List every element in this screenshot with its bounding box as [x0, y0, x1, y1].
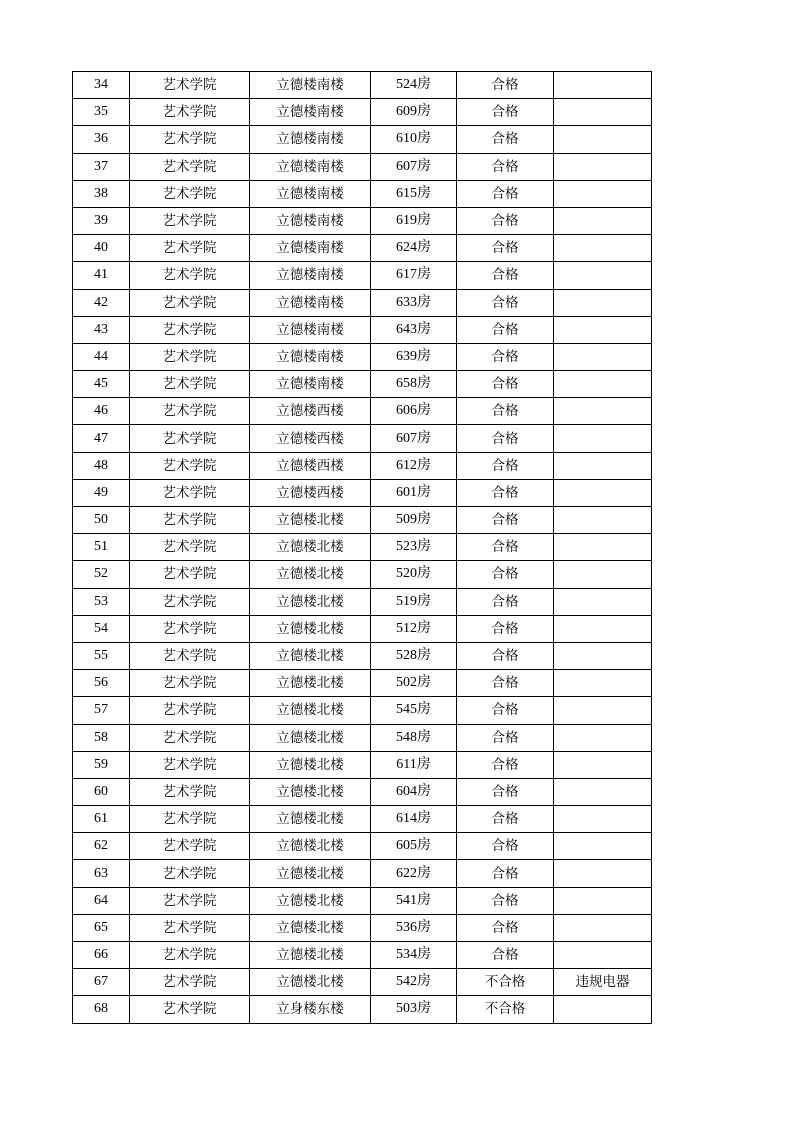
building-cell: 立德楼南楼	[250, 207, 371, 234]
table-row	[73, 670, 652, 697]
table-row	[73, 697, 652, 724]
result-cell: 合格	[457, 833, 554, 860]
result-cell: 合格	[457, 642, 554, 669]
college-cell: 艺术学院	[130, 126, 250, 153]
room-cell: 520房	[371, 561, 457, 588]
note-cell	[554, 371, 652, 398]
row-number-cell: 39	[73, 207, 130, 234]
row-number-cell: 50	[73, 507, 130, 534]
room-cell: 610房	[371, 126, 457, 153]
room-cell: 536房	[371, 914, 457, 941]
college-cell: 艺术学院	[130, 615, 250, 642]
table-row	[73, 806, 652, 833]
note-cell	[554, 289, 652, 316]
college-cell: 艺术学院	[130, 588, 250, 615]
room-cell: 606房	[371, 398, 457, 425]
row-number-cell: 34	[73, 72, 130, 99]
row-number-cell: 53	[73, 588, 130, 615]
row-number-cell: 64	[73, 887, 130, 914]
building-cell: 立德楼北楼	[250, 914, 371, 941]
table-row	[73, 262, 652, 289]
college-cell: 艺术学院	[130, 72, 250, 99]
table-row	[73, 724, 652, 751]
college-cell: 艺术学院	[130, 262, 250, 289]
building-cell: 立德楼西楼	[250, 398, 371, 425]
building-cell: 立德楼南楼	[250, 343, 371, 370]
row-number-cell: 51	[73, 534, 130, 561]
inspection-table	[72, 71, 652, 1024]
table-row	[73, 588, 652, 615]
room-cell: 612房	[371, 452, 457, 479]
row-number-cell: 57	[73, 697, 130, 724]
room-cell: 523房	[371, 534, 457, 561]
building-cell: 立德楼北楼	[250, 887, 371, 914]
table-row	[73, 751, 652, 778]
room-cell: 617房	[371, 262, 457, 289]
room-cell: 534房	[371, 942, 457, 969]
building-cell: 立德楼南楼	[250, 180, 371, 207]
note-cell	[554, 343, 652, 370]
room-cell: 633房	[371, 289, 457, 316]
building-cell: 立德楼北楼	[250, 969, 371, 996]
note-cell	[554, 642, 652, 669]
building-cell: 立德楼西楼	[250, 425, 371, 452]
note-cell	[554, 452, 652, 479]
result-cell: 合格	[457, 778, 554, 805]
row-number-cell: 45	[73, 371, 130, 398]
college-cell: 艺术学院	[130, 860, 250, 887]
room-cell: 658房	[371, 371, 457, 398]
row-number-cell: 54	[73, 615, 130, 642]
building-cell: 立德楼南楼	[250, 126, 371, 153]
result-cell: 合格	[457, 316, 554, 343]
room-cell: 509房	[371, 507, 457, 534]
college-cell: 艺术学院	[130, 425, 250, 452]
room-cell: 548房	[371, 724, 457, 751]
row-number-cell: 49	[73, 479, 130, 506]
college-cell: 艺术学院	[130, 452, 250, 479]
room-cell: 614房	[371, 806, 457, 833]
row-number-cell: 37	[73, 153, 130, 180]
room-cell: 542房	[371, 969, 457, 996]
room-cell: 519房	[371, 588, 457, 615]
row-number-cell: 46	[73, 398, 130, 425]
result-cell: 合格	[457, 235, 554, 262]
result-cell: 合格	[457, 534, 554, 561]
building-cell: 立德楼北楼	[250, 806, 371, 833]
row-number-cell: 41	[73, 262, 130, 289]
note-cell	[554, 724, 652, 751]
room-cell: 541房	[371, 887, 457, 914]
building-cell: 立德楼北楼	[250, 833, 371, 860]
note-cell	[554, 860, 652, 887]
result-cell: 合格	[457, 670, 554, 697]
row-number-cell: 56	[73, 670, 130, 697]
result-cell: 合格	[457, 452, 554, 479]
table-row	[73, 207, 652, 234]
building-cell: 立德楼南楼	[250, 316, 371, 343]
table-row	[73, 507, 652, 534]
building-cell: 立德楼北楼	[250, 942, 371, 969]
table-row	[73, 72, 652, 99]
college-cell: 艺术学院	[130, 371, 250, 398]
building-cell: 立德楼南楼	[250, 72, 371, 99]
college-cell: 艺术学院	[130, 887, 250, 914]
table-row	[73, 615, 652, 642]
result-cell: 合格	[457, 615, 554, 642]
note-cell	[554, 561, 652, 588]
result-cell: 合格	[457, 806, 554, 833]
college-cell: 艺术学院	[130, 316, 250, 343]
building-cell: 立德楼北楼	[250, 751, 371, 778]
table-row	[73, 371, 652, 398]
note-cell	[554, 751, 652, 778]
result-cell: 不合格	[457, 969, 554, 996]
table-row	[73, 642, 652, 669]
table-row	[73, 860, 652, 887]
result-cell: 合格	[457, 914, 554, 941]
result-cell: 合格	[457, 751, 554, 778]
room-cell: 604房	[371, 778, 457, 805]
building-cell: 立德楼南楼	[250, 371, 371, 398]
building-cell: 立德楼北楼	[250, 860, 371, 887]
table-row	[73, 343, 652, 370]
row-number-cell: 47	[73, 425, 130, 452]
college-cell: 艺术学院	[130, 969, 250, 996]
result-cell: 合格	[457, 561, 554, 588]
row-number-cell: 55	[73, 642, 130, 669]
row-number-cell: 60	[73, 778, 130, 805]
room-cell: 502房	[371, 670, 457, 697]
room-cell: 609房	[371, 99, 457, 126]
table-row	[73, 452, 652, 479]
note-cell	[554, 479, 652, 506]
room-cell: 639房	[371, 343, 457, 370]
college-cell: 艺术学院	[130, 996, 250, 1023]
college-cell: 艺术学院	[130, 833, 250, 860]
row-number-cell: 68	[73, 996, 130, 1023]
row-number-cell: 58	[73, 724, 130, 751]
building-cell: 立身楼东楼	[250, 996, 371, 1023]
college-cell: 艺术学院	[130, 343, 250, 370]
college-cell: 艺术学院	[130, 670, 250, 697]
note-cell	[554, 425, 652, 452]
result-cell: 合格	[457, 942, 554, 969]
note-cell	[554, 235, 652, 262]
result-cell: 合格	[457, 860, 554, 887]
table-row	[73, 316, 652, 343]
building-cell: 立德楼北楼	[250, 724, 371, 751]
table-row	[73, 99, 652, 126]
table-row	[73, 887, 652, 914]
row-number-cell: 40	[73, 235, 130, 262]
result-cell: 合格	[457, 180, 554, 207]
room-cell: 524房	[371, 72, 457, 99]
room-cell: 607房	[371, 425, 457, 452]
row-number-cell: 35	[73, 99, 130, 126]
room-cell: 528房	[371, 642, 457, 669]
row-number-cell: 48	[73, 452, 130, 479]
row-number-cell: 67	[73, 969, 130, 996]
result-cell: 合格	[457, 343, 554, 370]
college-cell: 艺术学院	[130, 751, 250, 778]
college-cell: 艺术学院	[130, 697, 250, 724]
row-number-cell: 66	[73, 942, 130, 969]
table-row	[73, 534, 652, 561]
note-cell	[554, 588, 652, 615]
room-cell: 545房	[371, 697, 457, 724]
row-number-cell: 62	[73, 833, 130, 860]
note-cell	[554, 615, 652, 642]
building-cell: 立德楼南楼	[250, 99, 371, 126]
result-cell: 合格	[457, 507, 554, 534]
table-row	[73, 425, 652, 452]
result-cell: 合格	[457, 724, 554, 751]
college-cell: 艺术学院	[130, 398, 250, 425]
note-cell	[554, 778, 652, 805]
table-row	[73, 942, 652, 969]
result-cell: 合格	[457, 887, 554, 914]
college-cell: 艺术学院	[130, 207, 250, 234]
note-cell	[554, 534, 652, 561]
room-cell: 512房	[371, 615, 457, 642]
college-cell: 艺术学院	[130, 180, 250, 207]
note-cell	[554, 697, 652, 724]
result-cell: 合格	[457, 289, 554, 316]
row-number-cell: 61	[73, 806, 130, 833]
college-cell: 艺术学院	[130, 724, 250, 751]
room-cell: 611房	[371, 751, 457, 778]
building-cell: 立德楼南楼	[250, 153, 371, 180]
building-cell: 立德楼南楼	[250, 262, 371, 289]
note-cell	[554, 99, 652, 126]
building-cell: 立德楼西楼	[250, 479, 371, 506]
result-cell: 合格	[457, 262, 554, 289]
table-row	[73, 180, 652, 207]
row-number-cell: 36	[73, 126, 130, 153]
result-cell: 合格	[457, 371, 554, 398]
college-cell: 艺术学院	[130, 289, 250, 316]
note-cell	[554, 507, 652, 534]
note-cell	[554, 887, 652, 914]
table-row	[73, 914, 652, 941]
note-cell	[554, 398, 652, 425]
room-cell: 619房	[371, 207, 457, 234]
building-cell: 立德楼北楼	[250, 615, 371, 642]
row-number-cell: 52	[73, 561, 130, 588]
college-cell: 艺术学院	[130, 914, 250, 941]
building-cell: 立德楼北楼	[250, 588, 371, 615]
result-cell: 合格	[457, 398, 554, 425]
row-number-cell: 63	[73, 860, 130, 887]
college-cell: 艺术学院	[130, 806, 250, 833]
table-row	[73, 479, 652, 506]
note-cell	[554, 262, 652, 289]
row-number-cell: 42	[73, 289, 130, 316]
room-cell: 615房	[371, 180, 457, 207]
row-number-cell: 65	[73, 914, 130, 941]
note-cell	[554, 914, 652, 941]
row-number-cell: 59	[73, 751, 130, 778]
row-number-cell: 43	[73, 316, 130, 343]
row-number-cell: 38	[73, 180, 130, 207]
room-cell: 643房	[371, 316, 457, 343]
note-cell	[554, 207, 652, 234]
building-cell: 立德楼北楼	[250, 697, 371, 724]
table-row	[73, 235, 652, 262]
note-cell	[554, 996, 652, 1023]
table-body	[73, 72, 652, 1024]
room-cell: 605房	[371, 833, 457, 860]
college-cell: 艺术学院	[130, 235, 250, 262]
table-row	[73, 833, 652, 860]
table-row	[73, 969, 652, 996]
building-cell: 立德楼北楼	[250, 507, 371, 534]
room-cell: 601房	[371, 479, 457, 506]
note-cell	[554, 153, 652, 180]
note-cell	[554, 833, 652, 860]
table-row	[73, 153, 652, 180]
room-cell: 503房	[371, 996, 457, 1023]
building-cell: 立德楼北楼	[250, 561, 371, 588]
note-cell: 违规电器	[554, 969, 652, 996]
building-cell: 立德楼西楼	[250, 452, 371, 479]
result-cell: 合格	[457, 425, 554, 452]
college-cell: 艺术学院	[130, 642, 250, 669]
room-cell: 607房	[371, 153, 457, 180]
result-cell: 合格	[457, 588, 554, 615]
result-cell: 合格	[457, 72, 554, 99]
college-cell: 艺术学院	[130, 479, 250, 506]
college-cell: 艺术学院	[130, 507, 250, 534]
building-cell: 立德楼北楼	[250, 534, 371, 561]
table-row	[73, 126, 652, 153]
note-cell	[554, 806, 652, 833]
result-cell: 合格	[457, 479, 554, 506]
college-cell: 艺术学院	[130, 561, 250, 588]
note-cell	[554, 180, 652, 207]
college-cell: 艺术学院	[130, 153, 250, 180]
college-cell: 艺术学院	[130, 942, 250, 969]
row-number-cell: 44	[73, 343, 130, 370]
result-cell: 不合格	[457, 996, 554, 1023]
college-cell: 艺术学院	[130, 99, 250, 126]
result-cell: 合格	[457, 153, 554, 180]
table-row	[73, 996, 652, 1023]
building-cell: 立德楼北楼	[250, 670, 371, 697]
table-row	[73, 289, 652, 316]
college-cell: 艺术学院	[130, 534, 250, 561]
building-cell: 立德楼南楼	[250, 235, 371, 262]
note-cell	[554, 126, 652, 153]
table-row	[73, 398, 652, 425]
note-cell	[554, 942, 652, 969]
building-cell: 立德楼北楼	[250, 778, 371, 805]
result-cell: 合格	[457, 99, 554, 126]
building-cell: 立德楼北楼	[250, 642, 371, 669]
table-row	[73, 778, 652, 805]
room-cell: 622房	[371, 860, 457, 887]
result-cell: 合格	[457, 697, 554, 724]
table-row	[73, 561, 652, 588]
note-cell	[554, 316, 652, 343]
note-cell	[554, 670, 652, 697]
result-cell: 合格	[457, 126, 554, 153]
note-cell	[554, 72, 652, 99]
room-cell: 624房	[371, 235, 457, 262]
building-cell: 立德楼南楼	[250, 289, 371, 316]
result-cell: 合格	[457, 207, 554, 234]
college-cell: 艺术学院	[130, 778, 250, 805]
